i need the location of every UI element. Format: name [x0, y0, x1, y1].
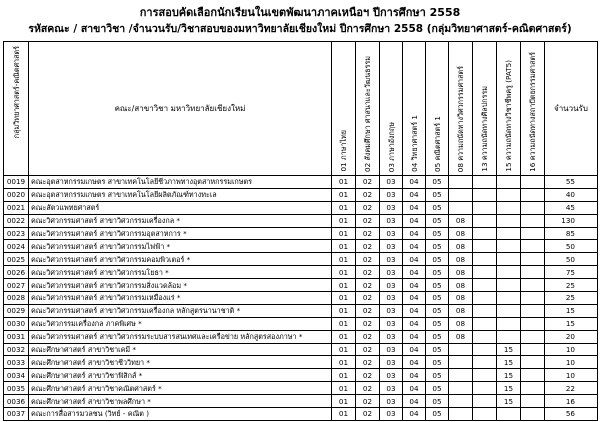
header-subject-15: 15 ความถนัดทางวิชาชีพครู (PAT5)	[497, 42, 521, 176]
table-row: 0019 คณะอุตสาหกรรมเกษตร สาขาเทคโนโลยีชีวภาพทางอุตสาหกรรมเกษตร 01 02 03 04 05 55	[4, 176, 598, 189]
table-row: 0028 คณะวิศวกรรมศาสตร์ สาขาวิศวกรรมเหมืองแร่ * 01 02 03 04 05 08 25	[4, 292, 598, 305]
header-subject-16: 16 ความถนัดทางสถาปัตยกรรมศาสตร์	[521, 42, 545, 176]
table-row: 0035 คณะศึกษาศาสตร์ สาขาวิชาคณิตศาสตร์ * 01 02 03 04 05 15 22	[4, 382, 598, 395]
table-row: 0027 คณะวิศวกรรมศาสตร์ สาขาวิศวกรรมสิ่งแวดล้อม * 01 02 03 04 05 08 25	[4, 279, 598, 292]
page-title: การสอบคัดเลือกนักเรียนในเขตพัฒนาภาคเหนือฯ ปีการศึกษา 2558	[139, 6, 461, 19]
header-subject-01: 01 ภาษาไทย	[332, 42, 356, 176]
table-row: 0023 คณะวิศวกรรมศาสตร์ สาขาวิศวกรรมอุตสาหการ * 01 02 03 04 05 08 85	[4, 227, 598, 240]
table-row: 0031 คณะวิศวกรรมศาสตร์ สาขาวิศวกรรมระบบสารสนเทศและเครือข่าย หลักสูตรสองภาษา * 01 02 03 04 05 08 20	[4, 330, 598, 343]
header-group: กลุ่มวิทยาศาสตร์-คณิตศาสตร์	[4, 42, 29, 176]
header-subject-04: 04 วิทยาศาสตร์ 1	[403, 42, 426, 176]
table-row: 0034 คณะศึกษาศาสตร์ สาขาวิชาฟิสิกส์ * 01 02 03 04 05 15 10	[4, 369, 598, 382]
table-row: 0036 คณะศึกษาศาสตร์ สาขาวิชาพลศึกษา * 01 02 03 04 05 15 16	[4, 395, 598, 408]
table-row: 0024 คณะวิศวกรรมศาสตร์ สาขาวิศวกรรมไฟฟ้า * 01 02 03 04 05 08 50	[4, 240, 598, 253]
table-header-row	[4, 42, 598, 176]
table-row: 0025 คณะวิศวกรรมศาสตร์ สาขาวิศวกรรมคอมพิวเตอร์ * 01 02 03 04 05 08 50	[4, 253, 598, 266]
table-row: 0032 คณะศึกษาศาสตร์ สาขาวิชาเคมี * 01 02 03 04 05 15 10	[4, 343, 598, 356]
header-faculty: คณะ/สาขาวิชา มหาวิทยาลัยเชียงใหม่	[29, 42, 332, 176]
header-subject-02: 02 สังคมศึกษา ศาสนาและวัฒนธรรม	[356, 42, 380, 176]
table-row: 0020 คณะอุตสาหกรรมเกษตร สาขาเทคโนโลยีผลิตภัณฑ์ทางทะเล 01 02 03 04 05 40	[4, 188, 598, 201]
page-subtitle: รหัสคณะ / สาขาวิชา /จำนวนรับ/วิชาสอบของมหาวิทยาลัยเชียงใหม่ ปีการศึกษา 2558 (กลุ่มวิทยาศาสตร์-คณิตศาสตร์)	[28, 23, 572, 35]
table-row: 0037 คณะการสื่อสารมวลชน (วิทย์ - คณิต ) 01 02 03 04 05 56	[4, 408, 598, 421]
table-row: 0030 คณะวิศวกรรมเครื่องกล ภาคพิเศษ * 01 02 03 04 05 08 15	[4, 317, 598, 330]
table-row: 0021 คณะสัตวแพทยศาสตร์ 01 02 03 04 05 45	[4, 201, 598, 214]
table-row: 0022 คณะวิศวกรรมศาสตร์ สาขาวิศวกรรมเครื่องกล * 01 02 03 04 05 08 130	[4, 214, 598, 227]
header-subject-08: 08 ความถนัดทางวิศวกรรมศาสตร์	[449, 42, 473, 176]
table-row: 0033 คณะศึกษาศาสตร์ สาขาวิชาชีววิทยา * 01 02 03 04 05 15 10	[4, 356, 598, 369]
header-subject-03: 03 ภาษาอังกฤษ	[380, 42, 403, 176]
table-row: 0029 คณะวิศวกรรมศาสตร์ สาขาวิศวกรรมเครื่องกล หลักสูตรนานาชาติ * 01 02 03 04 05 08 15	[4, 304, 598, 317]
admission-table	[3, 41, 598, 421]
header-subject-05: 05 คณิตศาสตร์ 1	[426, 42, 449, 176]
header-subject-13: 13 ความถนัดทางศิลปกรรม	[473, 42, 497, 176]
table-row: 0026 คณะวิศวกรรมศาสตร์ สาขาวิศวกรรมโยธา * 01 02 03 04 05 08 75	[4, 266, 598, 279]
header-count: จำนวนรับ	[545, 42, 598, 176]
